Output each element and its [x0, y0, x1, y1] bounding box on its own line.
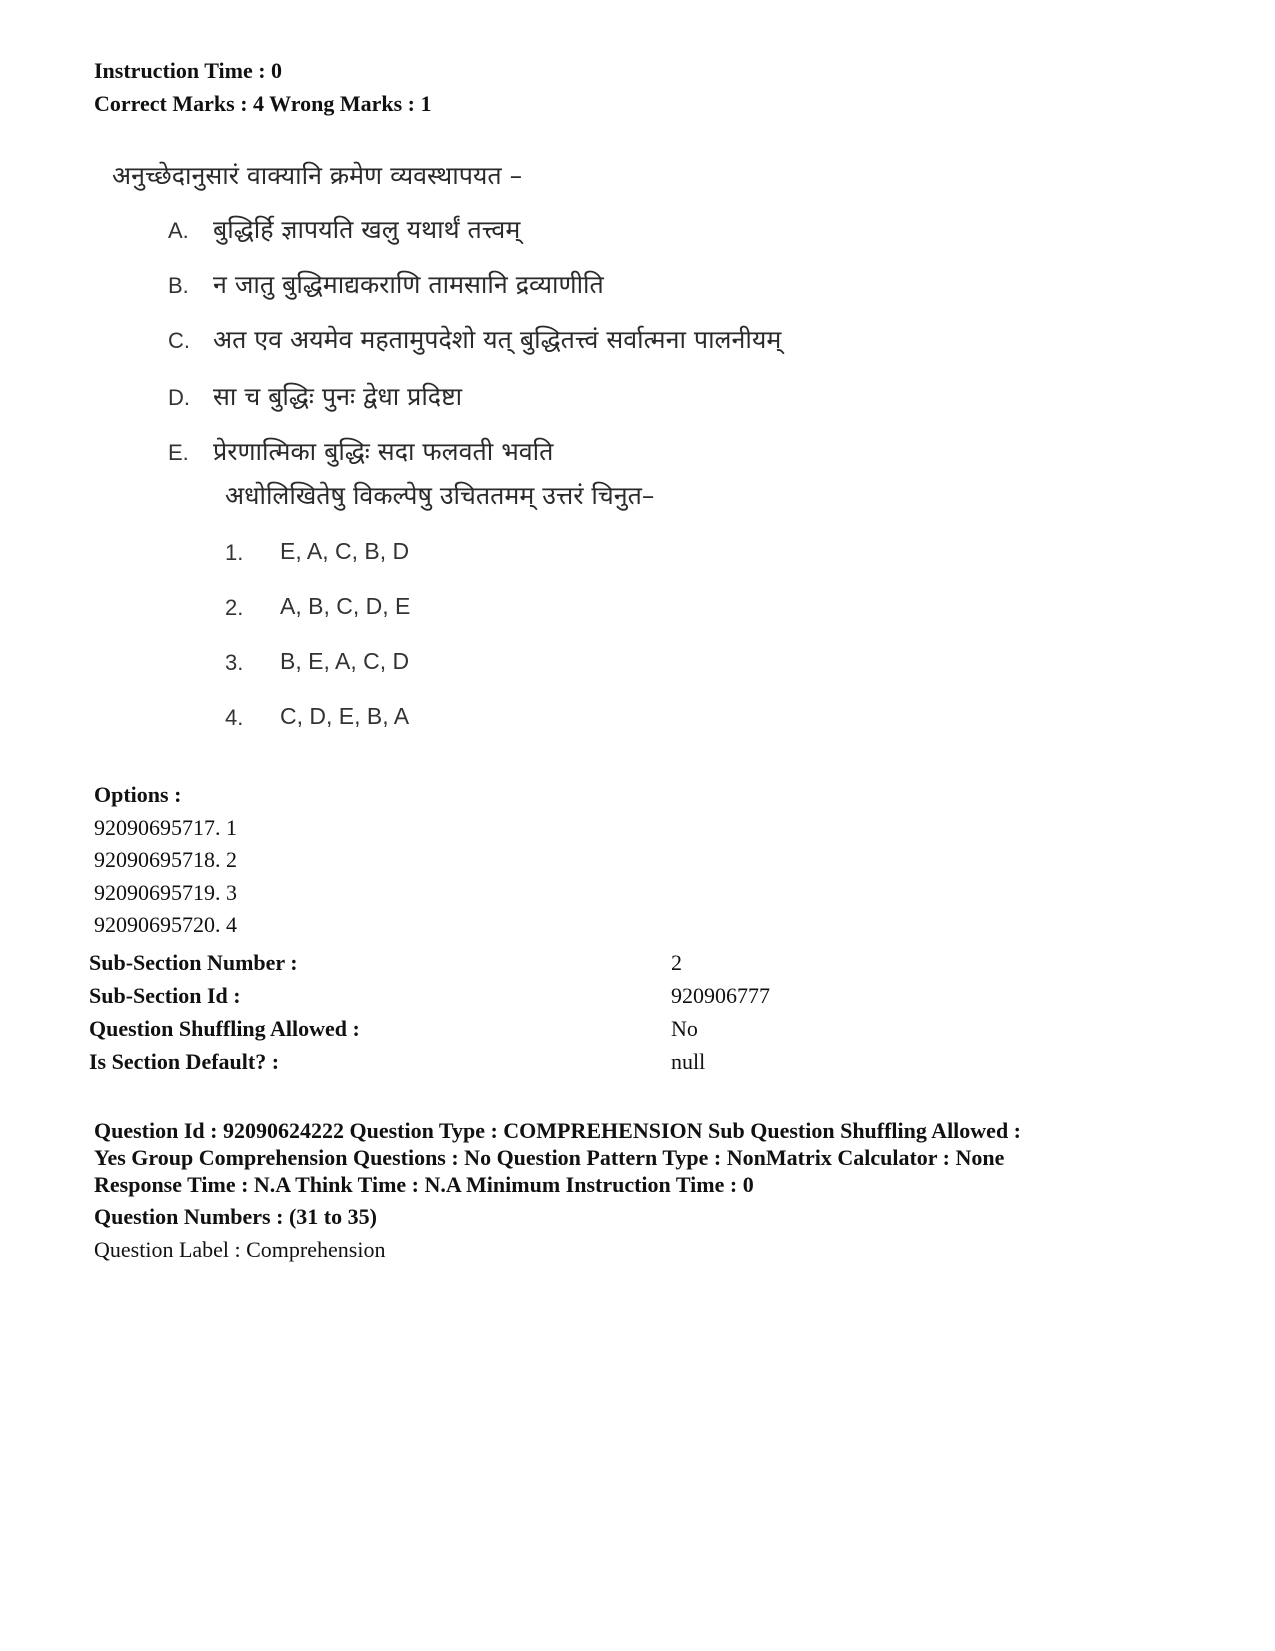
choice-text-2: A, B, C, D, E: [280, 593, 411, 619]
question-label: Question Label : Comprehension: [94, 1237, 386, 1262]
choice-text-3: B, E, A, C, D: [280, 648, 410, 674]
choice-number-4: 4.: [225, 705, 244, 730]
question-meta-line: Yes Group Comprehension Questions : No Question Pattern Type : NonMatrix Calculator : None: [94, 1145, 1005, 1170]
sub-section-number-value: 2: [671, 950, 682, 975]
section-default-label: Is Section Default? :: [89, 1049, 280, 1074]
question-shuffling-value: No: [671, 1016, 698, 1041]
question-numbers: Question Numbers : (31 to 35): [94, 1204, 377, 1229]
sub-section-id-label: Sub-Section Id :: [89, 983, 241, 1008]
statement-letter-d: D.: [168, 385, 190, 410]
option-item: 92090695717. 1: [94, 815, 237, 840]
choose-instruction: अधोलिखितेषु विकल्पेषु उचिततमम् उत्तरं चिनुत–: [225, 481, 655, 510]
question-meta-line: Question Id : 92090624222 Question Type : COMPREHENSION Sub Question Shuffling Allowed :: [94, 1118, 1022, 1143]
statement-text-a: बुद्धिर्हि ज्ञापयति खलु यथार्थं तत्त्वम्: [213, 215, 521, 244]
sub-section-number-label: Sub-Section Number :: [89, 950, 298, 975]
option-item: 92090695719. 3: [94, 880, 237, 905]
statement-letter-b: B.: [168, 273, 189, 298]
option-item: 92090695718. 2: [94, 847, 237, 872]
question-meta-line: Response Time : N.A Think Time : N.A Minimum Instruction Time : 0: [94, 1172, 754, 1197]
choice-text-4: C, D, E, B, A: [280, 703, 410, 729]
question-shuffling-label: Question Shuffling Allowed :: [89, 1016, 360, 1041]
instruction-time: Instruction Time : 0: [94, 58, 283, 83]
option-item: 92090695720. 4: [94, 912, 237, 937]
choice-number-3: 3.: [225, 650, 244, 675]
statement-text-c: अत एव अयमेव महतामुपदेशो यत् बुद्धितत्त्वं सर्वात्मना पालनीयम्: [213, 325, 782, 354]
statement-letter-a: A.: [168, 218, 189, 243]
marks-info: Correct Marks : 4 Wrong Marks : 1: [94, 91, 432, 116]
statement-letter-e: E.: [168, 440, 189, 465]
statement-text-e: प्रेरणात्मिका बुद्धिः सदा फलवती भवति: [213, 437, 554, 466]
options-heading: Options :: [94, 782, 182, 807]
statement-letter-c: C.: [168, 328, 190, 353]
statement-text-d: सा च बुद्धिः पुनः द्वेधा प्रदिष्टा: [213, 382, 463, 411]
statement-text-b: न जातु बुद्धिमाद्यकराणि तामसानि द्रव्याणीति: [213, 270, 604, 299]
question-prompt: अनुच्छेदानुसारं वाक्यानि क्रमेण व्यवस्थापयत –: [112, 161, 523, 190]
choice-text-1: E, A, C, B, D: [280, 538, 410, 564]
section-default-value: null: [671, 1049, 706, 1074]
sub-section-id-value: 920906777: [671, 983, 770, 1008]
choice-number-1: 1.: [225, 540, 244, 565]
choice-number-2: 2.: [225, 595, 244, 620]
